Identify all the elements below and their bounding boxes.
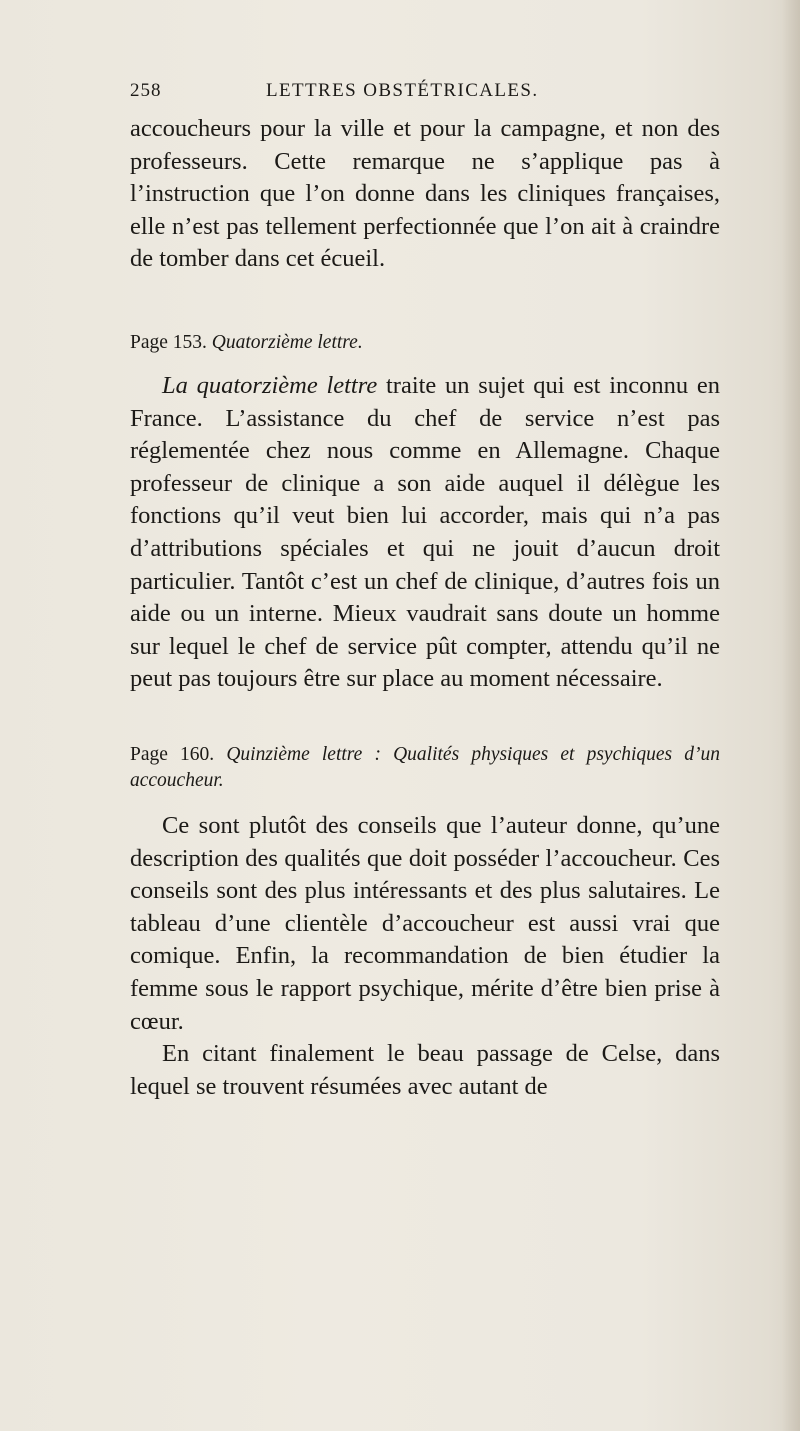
- paragraph-1-block: [130, 113, 720, 276]
- note-1: [130, 330, 720, 356]
- note-2: [130, 742, 720, 794]
- note-1-page-ref: Page 153.: [130, 332, 207, 353]
- note-1-block: [130, 330, 720, 356]
- note-2-block: [130, 742, 720, 794]
- note-2-title: Quinzième lettre : Qualités physiques et psychiques d’un accoucheur.: [130, 744, 721, 791]
- paragraph-3-block: [130, 810, 720, 1103]
- note-1-title: Quatorzième lettre.: [211, 332, 363, 353]
- paragraph-2-block: [130, 370, 720, 696]
- paragraph-2-text: traite un sujet qui est inconnu en France. L’assistance du chef de service n’est pas réglementée chez nous comme en Allemagne. Chaque professeur de clinique a son aide auquel il délègue les fonctions qu’il veut bien lui accorder, mais qui n’a pas d’attributions spéciales et qui ne jouit d’aucun droit particulier. Tantôt c’est un chef de clinique, d’autres fois un aide ou un interne. Mieux vaudrait sans doute un homme sur lequel le chef de service pût compter, attendu qu’il ne peut pas toujours être sur place au moment nécessaire.: [130, 372, 720, 693]
- running-title: LETTRES OBSTÉTRICALES.: [266, 80, 539, 101]
- paragraph-2-italic: La quatorzième lettre: [162, 372, 378, 399]
- paragraph-4: En citant finalement le beau passage de Celse, dans lequel se trouvent résumées avec autant de: [130, 1040, 720, 1100]
- page-edge-shadow: [782, 0, 800, 1431]
- page-number: 258: [130, 80, 162, 101]
- note-2-page-ref: Page 160.: [130, 744, 215, 765]
- paragraph-1: accoucheurs pour la ville et pour la campagne, et non des professeurs. Cette remarque ne s’applique pas à l’instruction que l’on donne dans les cliniques françaises, elle n’est pas tellement perfectionnée que l’on ait à craindre de tomber dans cet écueil.: [130, 115, 720, 273]
- paragraph-3: Ce sont plutôt des conseils que l’auteur donne, qu’une description des qualités que doit posséder l’accoucheur. Ces conseils sont des plus intéressants et des plus salutaires. Le tableau d’une clientèle d’accoucheur est aussi vrai que comique. Enfin, la recommandation de bien étudier la femme sous le rapport psychique, mérite d’être bien prise à cœur.: [130, 812, 720, 1035]
- running-head: [130, 80, 720, 110]
- paragraph-2: [130, 370, 720, 696]
